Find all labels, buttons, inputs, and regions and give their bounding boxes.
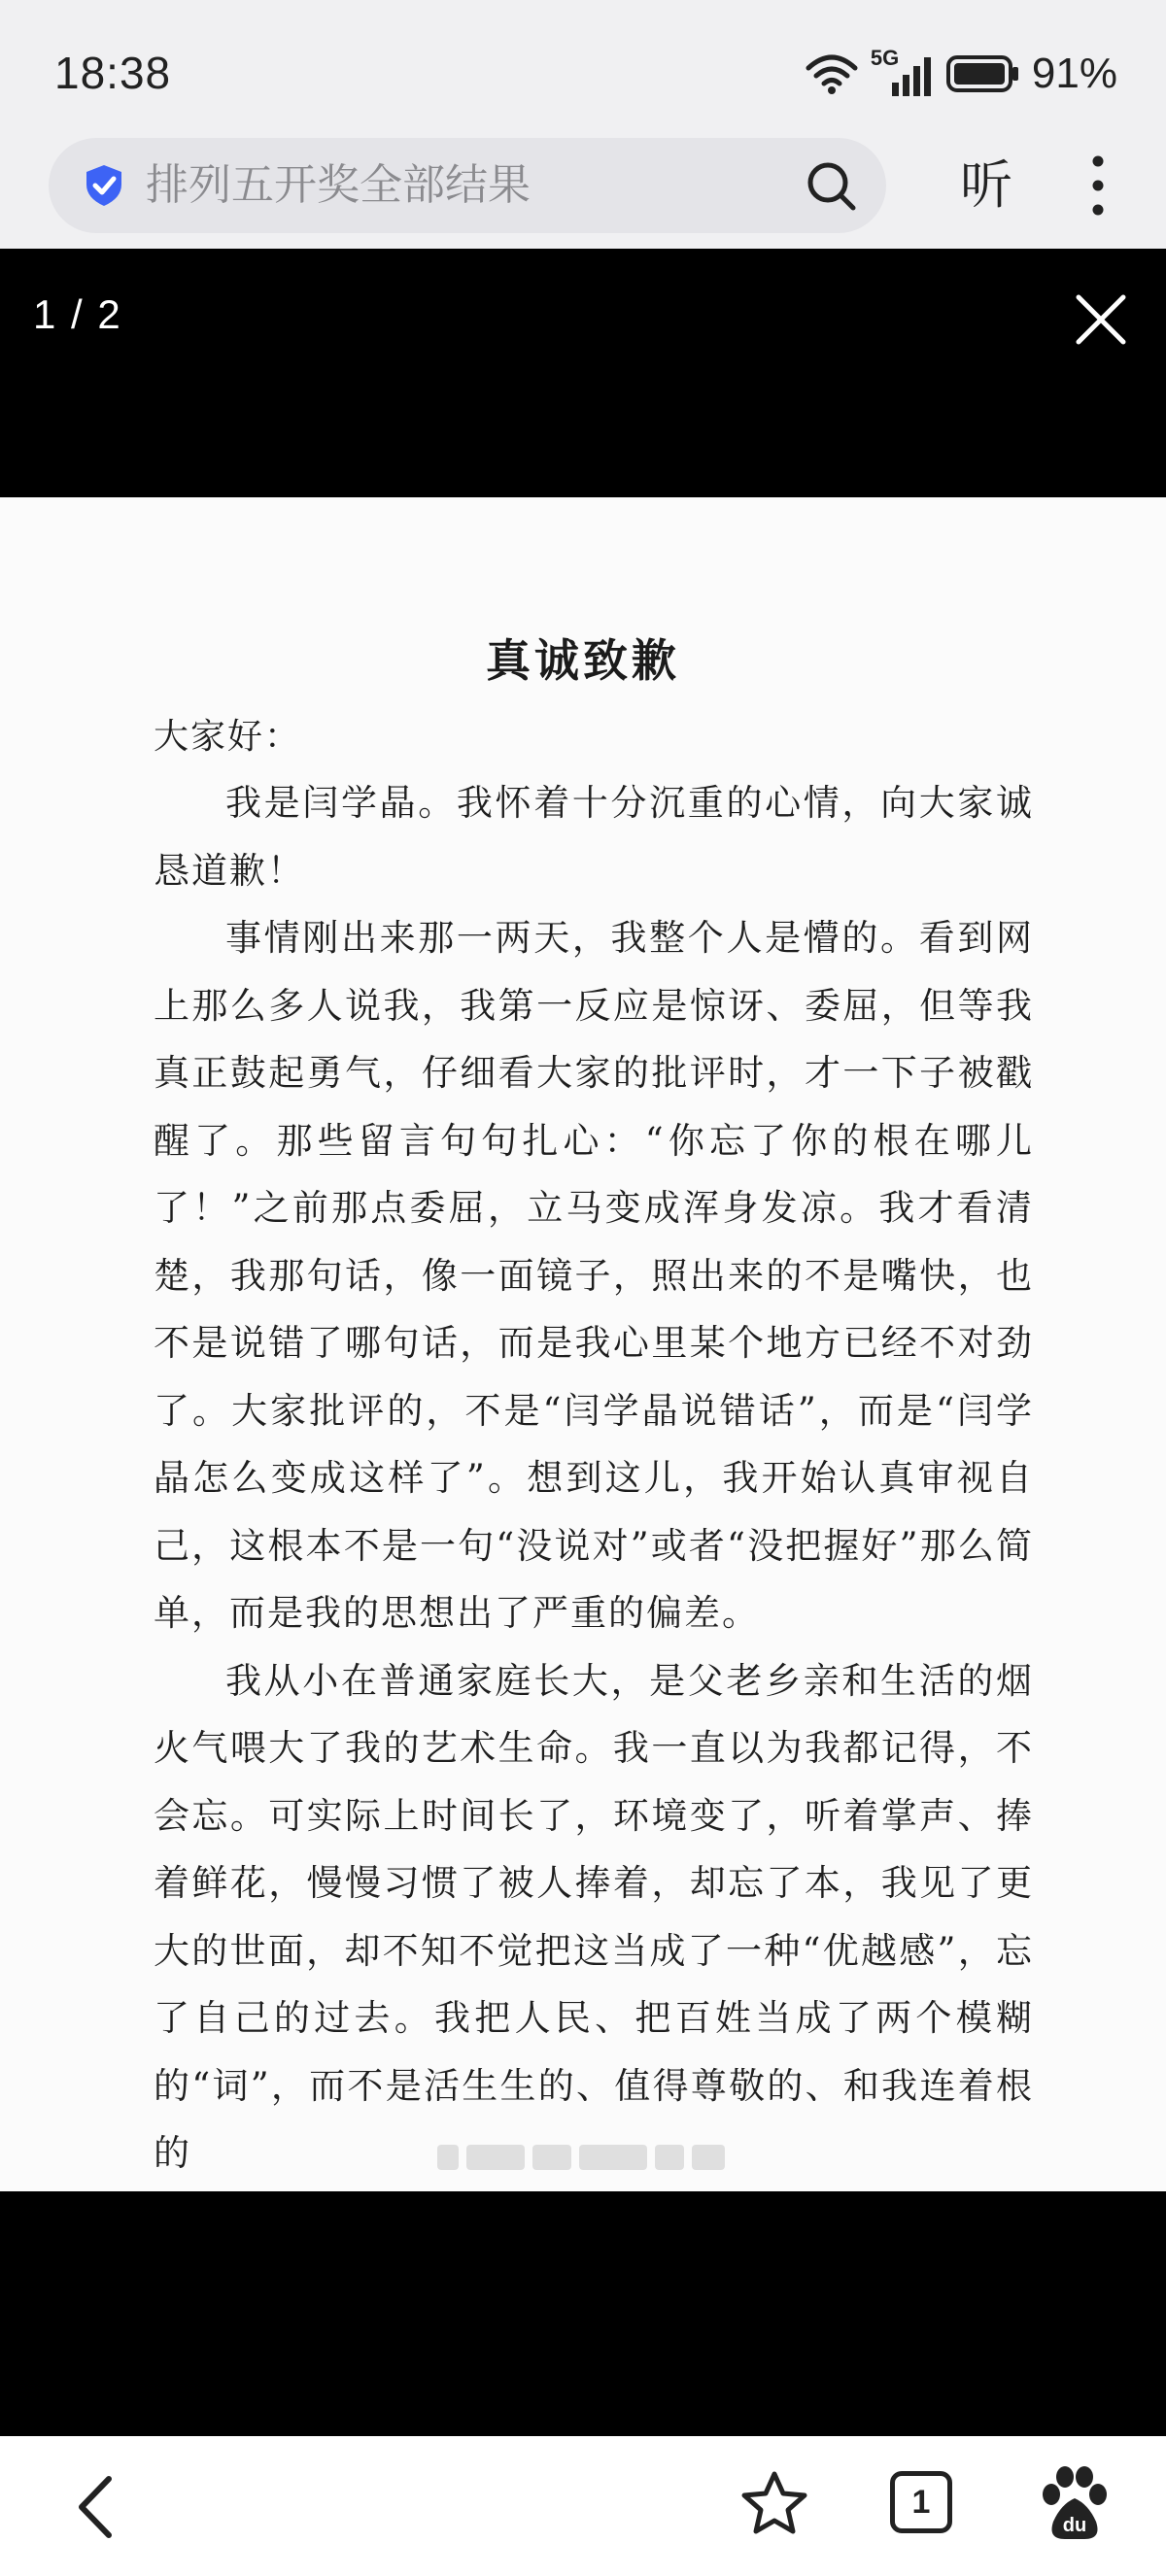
image-viewer-header: [0, 249, 1166, 497]
signal-icon: [870, 46, 935, 96]
close-icon[interactable]: [1071, 289, 1131, 350]
document-paragraph: 我是闫学晶。我怀着十分沉重的心情，向大家诚恳道歉！: [154, 782, 1034, 892]
document-image[interactable]: [0, 497, 1166, 2191]
watermark: [437, 2145, 729, 2178]
tabs-count: 1: [911, 2484, 931, 2521]
bottom-navigation: [0, 2436, 1166, 2576]
battery-percent: 91%: [1031, 50, 1117, 97]
baidu-icon[interactable]: [1038, 2465, 1112, 2543]
browser-toolbar: [0, 138, 1166, 249]
bookmark-icon[interactable]: [740, 2469, 808, 2537]
wifi-icon: [805, 52, 859, 95]
status-indicators: [805, 46, 1117, 97]
status-time: 18:38: [54, 48, 172, 98]
search-icon[interactable]: [805, 159, 857, 212]
listen-button[interactable]: 听: [960, 154, 1012, 216]
more-icon[interactable]: [1079, 152, 1117, 220]
tabs-icon[interactable]: [890, 2471, 952, 2533]
document-paragraph: 我从小在普通家庭长大，是父老乡亲和生活的烟火气喂大了我的艺术生命。我一直以为我都记得，不会忘。可实际上时间长了，环境变了，听着掌声、捧着鲜花，慢慢习惯了被人捧着，却忘了本，我见了更大的世面，却不知不觉把这当成了一种“优越感”，忘了自己的过去。我把人民、把百姓当成了两个模糊的“词”，而不是活生生的、值得尊敬的、和我连着根的: [154, 1659, 1034, 2174]
search-bar[interactable]: [49, 138, 886, 233]
image-viewer-footer: [0, 2191, 1166, 2436]
status-bar: [0, 0, 1166, 138]
search-query[interactable]: 排列五开奖全部结果: [146, 160, 531, 210]
page-indicator: 1 / 2: [33, 291, 122, 337]
document-paragraph: 事情刚出来那一两天，我整个人是懵的。看到网上那么多人说我，我第一反应是惊讶、委屈，但等我真正鼓起勇气，仔细看大家的批评时，才一下子被戳醒了。那些留言句句扎心：“你忘了你的根在哪儿了！”之前那点委屈，立马变成浑身发凉。我才看清楚，我那句话，像一面镜子，照出来的不是嘴快，也不是说错了哪句话，而是我心里某个地方已经不对劲了。大家批评的，不是“闫学晶说错话”，而是“闫学晶怎么变成这样了”。想到这儿，我开始认真审视自己，这根本不是一句“没说对”或者“没把握好”那么简单，而是我的思想出了严重的偏差。: [154, 917, 1034, 1634]
battery-icon: [946, 54, 1020, 93]
svg-text:du: du: [1062, 2515, 1087, 2536]
document-title: 真诚致歉: [486, 634, 680, 687]
network-type: 5G: [870, 46, 900, 70]
document-body: [154, 769, 1034, 2187]
shield-icon: [82, 163, 126, 208]
document-greeting: 大家好：: [154, 717, 302, 757]
back-icon[interactable]: [68, 2473, 126, 2541]
